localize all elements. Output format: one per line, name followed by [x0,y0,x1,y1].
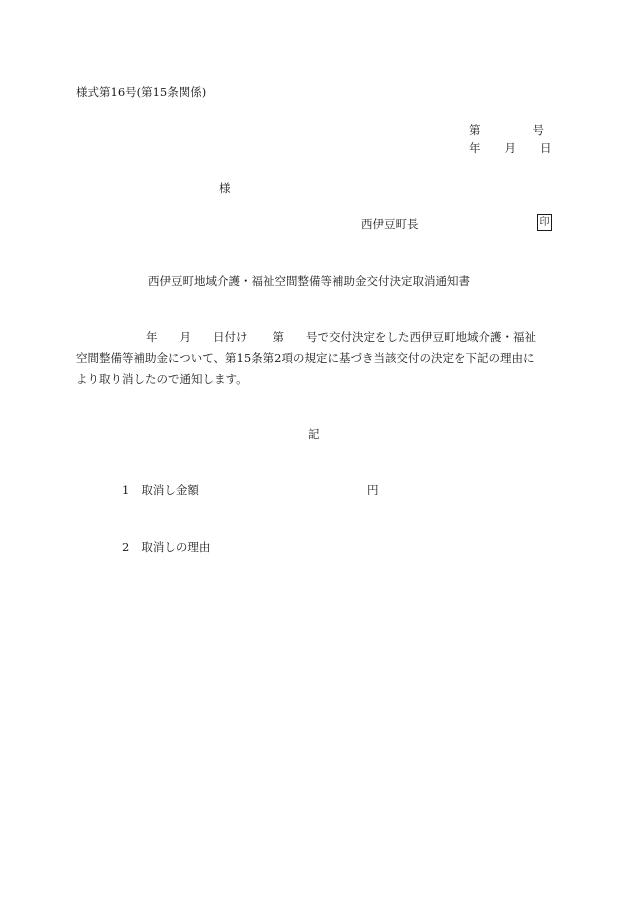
document-title: 西伊豆町地域介護・福祉空間整備等補助金交付決定取消通知書 [148,274,470,288]
ki-heading: 記 [308,427,320,441]
body-line-1-rest: 号で交付決定をした西伊豆町地域介護・福祉 [306,330,536,344]
date-year: 年 [469,141,481,155]
seal-stamp-box: 印 [537,214,552,231]
body-number-prefix: 第 [272,330,284,344]
body-month: 月 [179,330,191,344]
issuer-name: 西伊豆町長 [361,217,419,231]
addressee-honorific: 様 [219,181,231,195]
item-label: 取消しの理由 [141,540,211,554]
item-number: 1 [122,483,130,497]
body-paragraph [76,327,552,390]
number-prefix: 第 [469,123,481,137]
body-line-1 [76,327,552,348]
item-cancel-reason [122,539,210,555]
body-line-3: より取り消したので通知します。 [76,372,248,386]
item-label: 取消し金額 [141,483,199,497]
body-year: 年 [146,330,158,344]
form-number-label: 様式第16号(第15条関係) [76,85,207,99]
number-suffix: 号 [532,123,544,137]
date-month: 月 [504,141,516,155]
document-date-line [469,140,552,156]
item-number: 2 [122,540,130,554]
item-cancel-amount [122,482,199,498]
body-date-suffix: 日付け [213,330,248,344]
date-day: 日 [540,141,552,155]
document-number-line [469,122,544,138]
item-amount-unit: 円 [367,483,379,497]
body-line-2: 空間整備等補助金について、第15条第2項の規定に基づき当該交付の決定を下記の理由に [76,351,535,365]
